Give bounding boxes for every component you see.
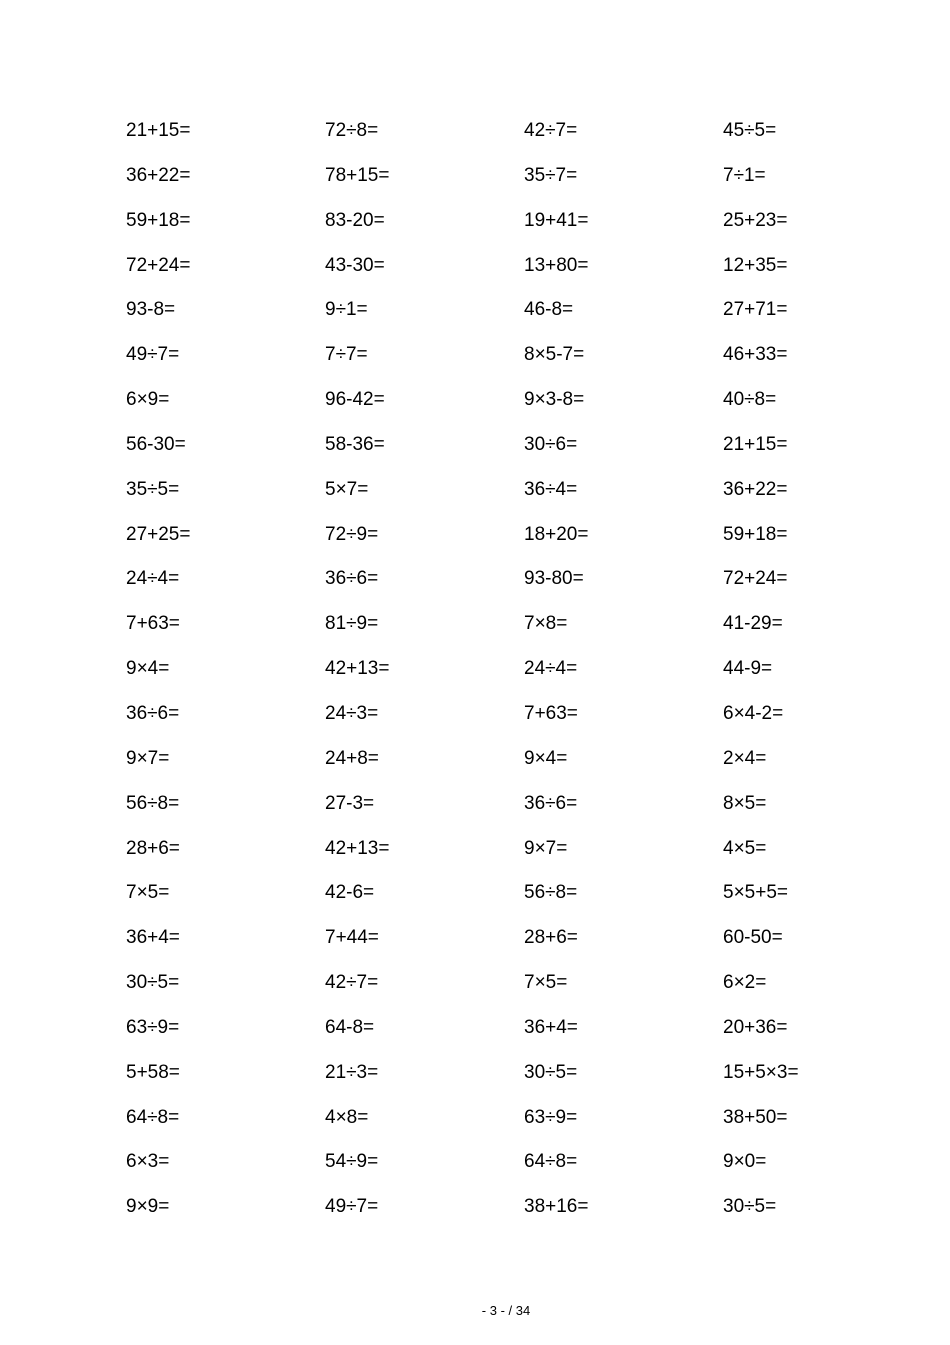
- math-problem: 60-50=: [723, 927, 783, 949]
- math-problem: 36+4=: [126, 927, 180, 949]
- page-number: - 3 - / 34: [481, 1303, 531, 1318]
- math-problem: 9×9=: [126, 1196, 170, 1218]
- math-problem: 7×8=: [524, 613, 568, 635]
- math-problem: 35÷5=: [126, 478, 180, 500]
- math-problem: 46-8=: [524, 299, 574, 321]
- math-problem: 58-36=: [325, 433, 385, 455]
- math-problem: 36+22=: [126, 164, 191, 186]
- math-problem: 8×5-7=: [524, 344, 585, 366]
- math-problem: 27+71=: [723, 299, 788, 321]
- math-problem: 59+18=: [723, 523, 788, 545]
- math-problem: 25+23=: [723, 209, 788, 231]
- math-problem: 24÷3=: [325, 702, 379, 724]
- math-problem: 5×5+5=: [723, 882, 788, 904]
- math-problem: 36÷4=: [524, 478, 578, 500]
- math-problem: 72÷9=: [325, 523, 379, 545]
- math-problem: 49÷7=: [126, 344, 180, 366]
- math-problem: 78+15=: [325, 164, 390, 186]
- math-problem: 30÷5=: [723, 1196, 777, 1218]
- math-problem: 40÷8=: [723, 389, 777, 411]
- math-problem: 42-6=: [325, 882, 375, 904]
- math-problem: 54÷9=: [325, 1151, 379, 1173]
- math-problem: 72+24=: [723, 568, 788, 590]
- math-problem: 9÷1=: [325, 299, 368, 321]
- math-problem: 38+50=: [723, 1106, 788, 1128]
- math-problem: 6×3=: [126, 1151, 170, 1173]
- math-problem: 2×4=: [723, 747, 767, 769]
- math-problem: 42+13=: [325, 837, 390, 859]
- math-problem: 7+63=: [126, 613, 180, 635]
- math-problem: 7÷7=: [325, 344, 368, 366]
- math-problem: 21+15=: [126, 120, 191, 141]
- math-problem: 7×5=: [126, 882, 170, 904]
- math-problem: 6×2=: [723, 972, 767, 994]
- math-problem: 36÷6=: [126, 702, 180, 724]
- math-problem: 4×8=: [325, 1106, 369, 1128]
- math-problem: 5×7=: [325, 478, 369, 500]
- math-problem: 20+36=: [723, 1016, 788, 1038]
- math-problem: 35÷7=: [524, 164, 578, 186]
- math-problem: 30÷6=: [524, 433, 578, 455]
- math-problem: 4×5=: [723, 837, 767, 859]
- math-problem: 43-30=: [325, 254, 385, 276]
- math-problem: 19+41=: [524, 209, 589, 231]
- math-problem: 36+22=: [723, 478, 788, 500]
- math-problem: 9×4=: [524, 747, 568, 769]
- math-problem: 6×4-2=: [723, 702, 784, 724]
- math-problem: 24+8=: [325, 747, 379, 769]
- math-problem: 64÷8=: [524, 1151, 578, 1173]
- math-problem: 12+35=: [723, 254, 788, 276]
- math-problem: 36÷6=: [524, 792, 578, 814]
- math-problem: 9×0=: [723, 1151, 767, 1173]
- math-problem: 9×4=: [126, 658, 170, 680]
- math-problem: 9×3-8=: [524, 389, 585, 411]
- math-problem: 9×7=: [524, 837, 568, 859]
- math-problem: 24÷4=: [524, 658, 578, 680]
- page-footer: [0, 1302, 950, 1320]
- math-problem: 18+20=: [524, 523, 589, 545]
- math-problem: 13+80=: [524, 254, 589, 276]
- math-problem: 45÷5=: [723, 120, 777, 141]
- math-problem: 56÷8=: [524, 882, 578, 904]
- math-problem: 41-29=: [723, 613, 783, 635]
- math-problem: 59+18=: [126, 209, 191, 231]
- problem-grid: [126, 118, 866, 1239]
- math-problem: 72÷8=: [325, 120, 379, 141]
- math-problem: 7÷1=: [723, 164, 766, 186]
- math-problem: 64÷8=: [126, 1106, 180, 1128]
- math-problem: 96-42=: [325, 389, 385, 411]
- math-problem: 21+15=: [723, 433, 788, 455]
- math-problem: 93-80=: [524, 568, 584, 590]
- math-problem: 38+16=: [524, 1196, 589, 1218]
- math-problem: 7+44=: [325, 927, 379, 949]
- math-problem: 36+4=: [524, 1016, 578, 1038]
- math-problem: 27-3=: [325, 792, 375, 814]
- math-problem: 81÷9=: [325, 613, 379, 635]
- math-problem: 49÷7=: [325, 1196, 379, 1218]
- math-problem: 64-8=: [325, 1016, 375, 1038]
- math-problem: 46+33=: [723, 344, 788, 366]
- math-problem: 7×5=: [524, 972, 568, 994]
- math-problem: 42÷7=: [524, 120, 578, 141]
- math-problem: 42÷7=: [325, 972, 379, 994]
- math-problem: 83-20=: [325, 209, 385, 231]
- math-problem: 21÷3=: [325, 1061, 379, 1083]
- math-problem: 28+6=: [524, 927, 578, 949]
- math-problem: 30÷5=: [524, 1061, 578, 1083]
- math-problem: 63÷9=: [524, 1106, 578, 1128]
- math-problem: 44-9=: [723, 658, 773, 680]
- math-problem: 6×9=: [126, 389, 170, 411]
- math-problem: 8×5=: [723, 792, 767, 814]
- math-problem: 93-8=: [126, 299, 176, 321]
- math-problem: 27+25=: [126, 523, 191, 545]
- math-problem: 7+63=: [524, 702, 578, 724]
- math-problem: 9×7=: [126, 747, 170, 769]
- math-problem: 72+24=: [126, 254, 191, 276]
- math-problem: 15+5×3=: [723, 1061, 799, 1083]
- math-problem: 63÷9=: [126, 1016, 180, 1038]
- math-problem: 30÷5=: [126, 972, 180, 994]
- math-problem: 5+58=: [126, 1061, 180, 1083]
- math-problem: 42+13=: [325, 658, 390, 680]
- math-problem: 28+6=: [126, 837, 180, 859]
- math-problem: 36÷6=: [325, 568, 379, 590]
- math-problem: 56-30=: [126, 433, 186, 455]
- math-problem: 56÷8=: [126, 792, 180, 814]
- math-problem: 24÷4=: [126, 568, 180, 590]
